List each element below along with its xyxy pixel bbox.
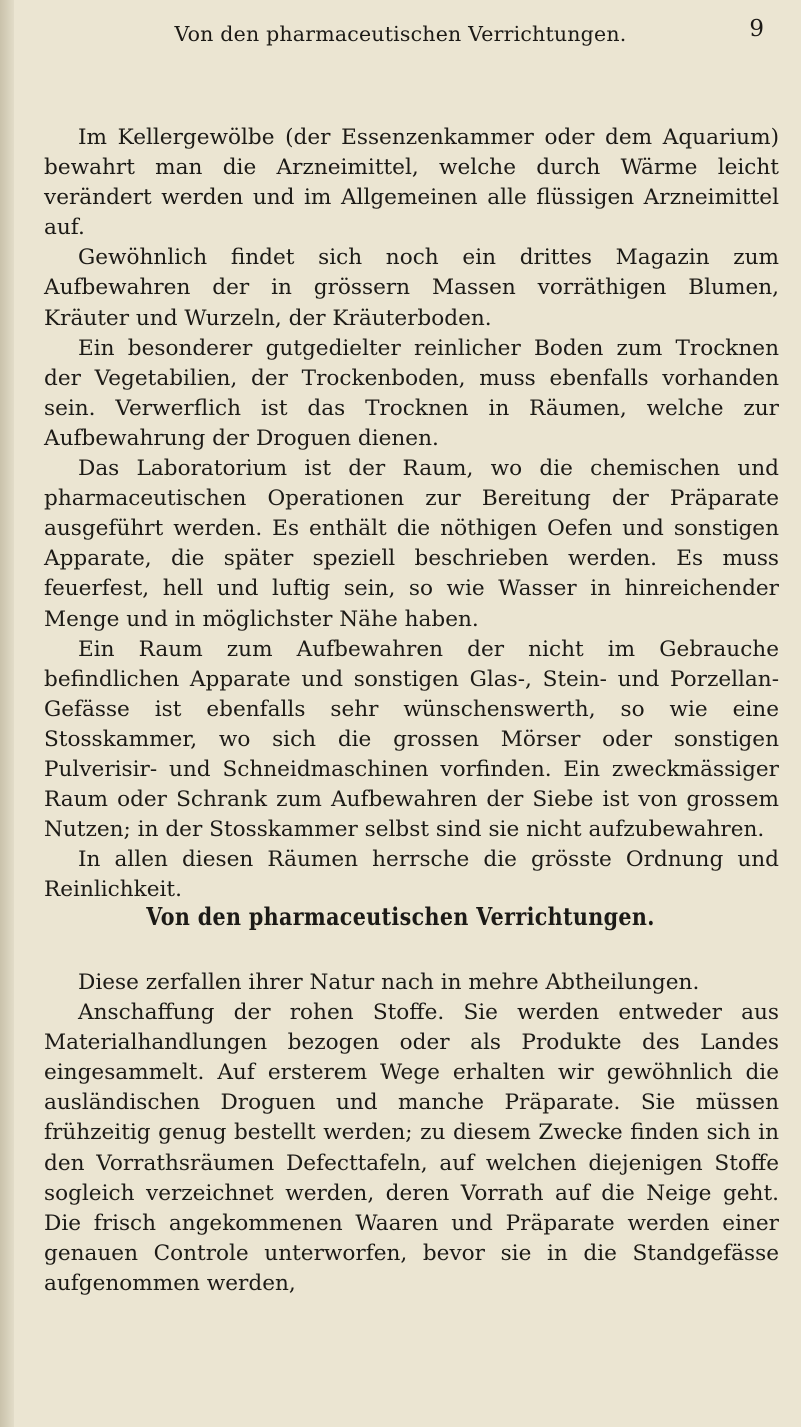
paragraph: Das Laboratorium ist der Raum, wo die chemischen und pharmaceutischen Operationen zur Bereitung der Präparate ausgeführt werden. Es enthält die nöthigen Oefen und sonstigen Apparate, die später speziell beschrieben werden. Es muss feuerfest, hell und luftig sein, so wie Wasser in hinreichender Menge und in möglichster Nähe haben. (44, 456, 779, 632)
paragraph: In allen diesen Räumen herrsche die grösste Ordnung und Reinlichkeit. (44, 847, 779, 903)
paragraph: Anschaffung der rohen Stoffe. Sie werden entweder aus Materialhandlungen bezogen oder als Produkte des Landes eingesammelt. Auf ersterem Wege erhalten wir gewöhnlich die ausländischen Droguen und manche Präparate. Sie müssen frühzeitig genug bestellt werden; zu diesem Zwecke finden sich in den Vorrathsräumen Defecttafeln, auf welchen diejenigen Stoffe sogleich verzeichnet werden, deren Vorrath auf die Neige geht. Die frisch angekommenen Waaren und Präparate werden einer genauen Controle unterworfen, bevor sie in die Standgefässe aufgenommen werden, (44, 1000, 779, 1296)
page-number: 9 (749, 16, 764, 42)
paragraph: Diese zerfallen ihrer Natur nach in mehre Abtheilungen. (78, 970, 700, 995)
paragraph: Im Kellergewölbe (der Essenzenkammer oder dem Aquarium) bewahrt man die Arzneimittel, welche durch Wärme leicht verändert werden und im Allgemeinen alle flüssigen Arzneimittel auf. (44, 125, 779, 241)
text-block-top (44, 123, 779, 905)
paragraph: Ein besonderer gutgedielter reinlicher Boden zum Trocknen der Vegetabilien, der Trockenboden, muss ebenfalls vorhanden sein. Verwerflich ist das Trocknen in Räumen, welche zur Aufbewahrung der Droguen dienen. (44, 335, 779, 451)
page-gutter-shadow (0, 0, 14, 1427)
running-title: Von den pharmaceutischen Verrichtungen. (174, 22, 627, 46)
paragraph: Gewöhnlich findet sich noch ein drittes Magazin zum Aufbewahren der in grössern Massen vorräthigen Blumen, Kräuter und Wurzeln, der Kräuterboden. (44, 245, 779, 331)
paragraph: Ein Raum zum Aufbewahren der nicht im Gebrauche befindlichen Apparate und sonstigen Glas-, Stein- und Porzellan-Gefässe ist ebenfalls sehr wünschenswerth, so wie eine Stosskammer, wo sich die grossen Mörser oder sonstigen Pulverisir- und Schneidmaschinen vorfinden. Ein zweckmässiger Raum oder Schrank zum Aufbewahren der Siebe ist von grossem Nutzen; in der Stosskammer selbst sind sie nicht aufzubewahren. (44, 636, 779, 843)
section-heading: Von den pharmaceutischen Verrichtungen. (146, 902, 655, 931)
running-header (0, 16, 801, 62)
text-block-bottom (44, 968, 779, 1299)
